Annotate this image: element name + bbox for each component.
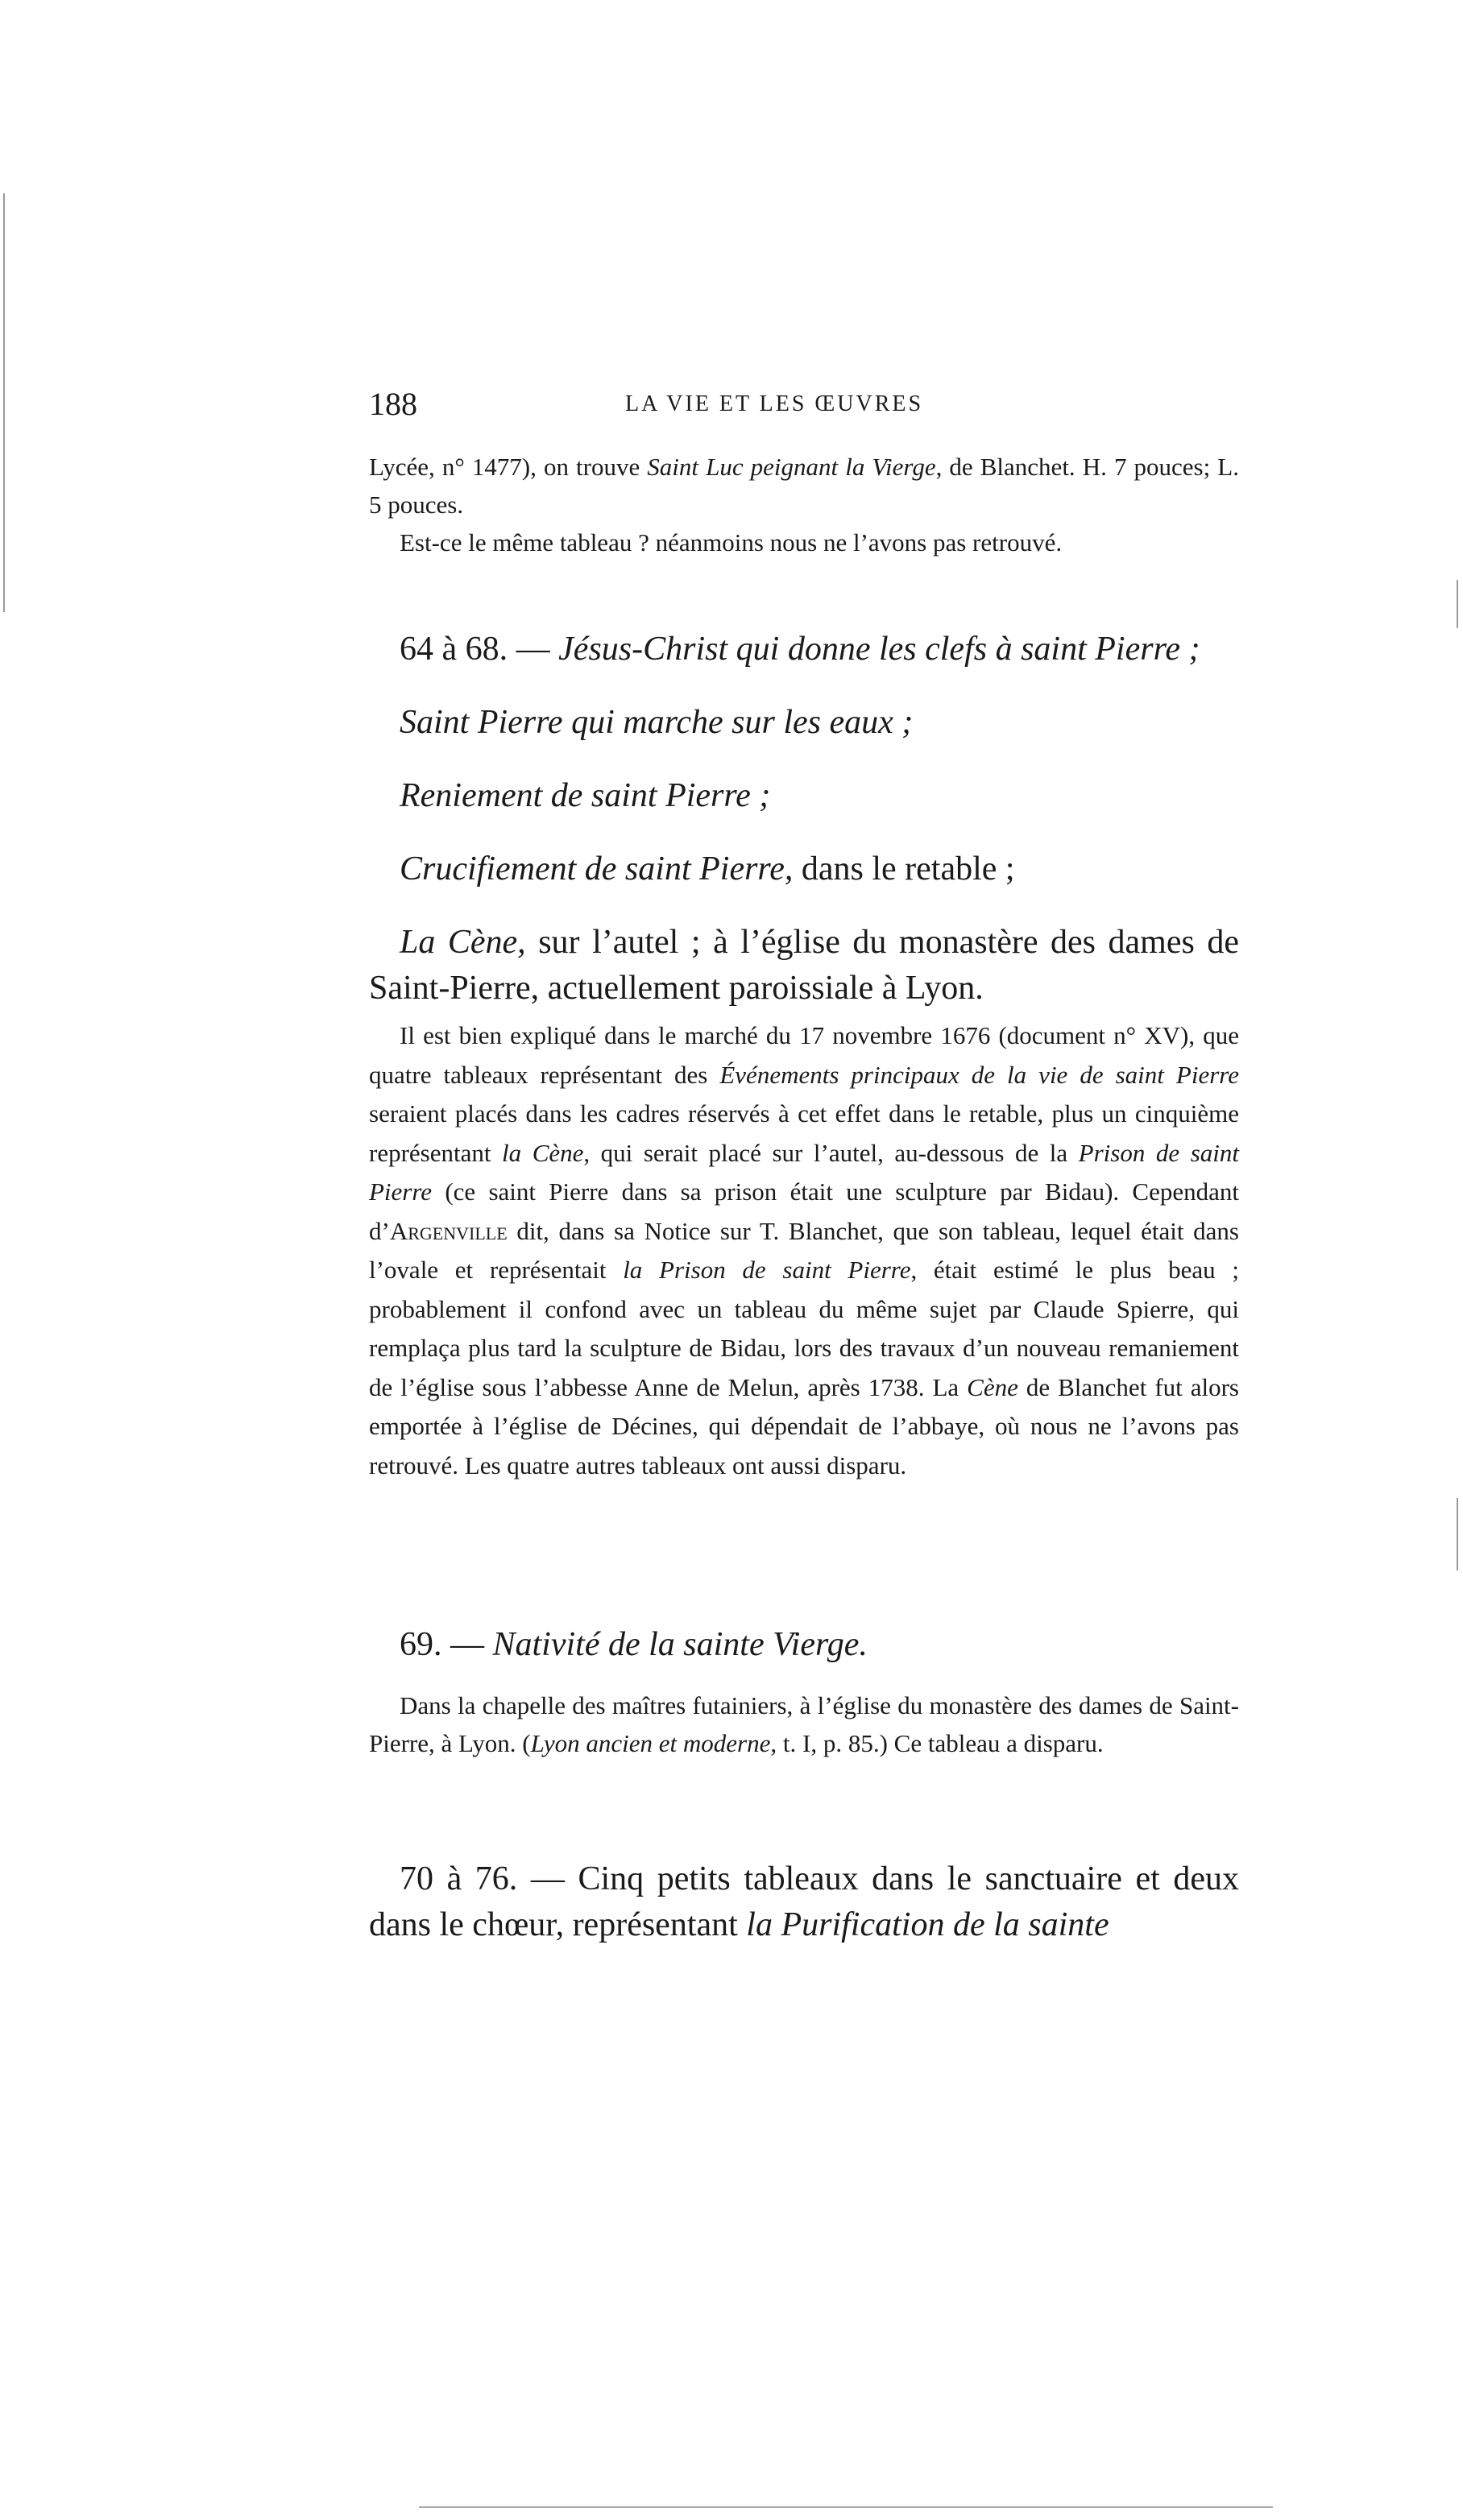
entry-title: La Cène, (400, 924, 526, 961)
top-note (369, 448, 1239, 561)
note-text: de Blanchet fut alors emportée à l’église de Décines, qui dépendait de l’abbaye, où nous ne l’avons pas retrouvé. Les quatre autres tableaux ont aussi disparu. (369, 1372, 1239, 1479)
note-author: Argenville (389, 1216, 508, 1245)
entry-title: Crucifiement de saint Pierre, (400, 850, 794, 888)
entry-location: sur l’autel ; à l’église du monastère des dames de Saint-Pierre, actuellement paroissiale à Lyon. (369, 924, 1240, 1007)
entry-70-76 (369, 1856, 1239, 1948)
bottom-scan-line (419, 2506, 1273, 2508)
note-italic: Événements principaux de la vie de saint Pierre (719, 1060, 1239, 1089)
page-header (369, 385, 1239, 425)
top-note-text: Lycée, n° 1477), on trouve (369, 453, 648, 481)
note-italic: la Cène (502, 1138, 584, 1167)
entry-title-line: Saint Pierre qui marche sur les eaux ; (400, 704, 914, 741)
entry-title-line (369, 920, 1239, 1012)
entry-title-line (369, 846, 1239, 892)
note-text: (ce saint Pierre dans sa prison était une sculpture par Bidau). Cependant d’ (369, 1177, 1239, 1245)
top-note-text: , de Blanchet. H. 7 pouces; L. 5 pouces. (369, 453, 1239, 519)
left-margin-rule (3, 193, 5, 612)
entry-64-68-note (369, 1016, 1239, 1485)
note-text: , qui serait placé sur l’autel, au-dessous de la (583, 1138, 1079, 1167)
note-text: Dans la chapelle des maîtres futainiers, à l’église du monastère des dames de Saint-Pierre, à Lyon. ( (369, 1691, 1239, 1757)
entry-number: 64 à 68. — (400, 631, 559, 668)
entry-69-note (369, 1686, 1239, 1762)
note-text: dit, dans sa Notice sur T. Blanchet, que son tableau, lequel était dans l’ovale et représentait (369, 1216, 1239, 1284)
note-text: seraient placés dans les cadres réservés à cet effet dans le retable, plus un cinquième représentant (369, 1099, 1239, 1167)
entry-69-heading (369, 1622, 1239, 1668)
note-italic: Lyon ancien et moderne (530, 1729, 771, 1757)
note-text: , t. I, p. 85.) Ce tableau a disparu. (770, 1729, 1104, 1757)
note-italic: la Prison de saint Pierre (623, 1256, 911, 1284)
right-margin-mark (1457, 580, 1458, 628)
entry-number: 69. — (400, 1626, 493, 1663)
entry-64-68 (369, 627, 1239, 1012)
note-italic: Prison de saint Pierre (369, 1138, 1239, 1206)
entry-title: la Purification de la sainte (746, 1906, 1109, 1943)
running-title: LA VIE ET LES ŒUVRES (625, 391, 924, 416)
top-note-line: Est-ce le même tableau ? néanmoins nous ne l’avons pas retrouvé. (400, 528, 1063, 557)
note-italic: Cène (967, 1372, 1018, 1401)
entry-title: Jésus-Christ qui donne les clefs à saint Pierre ; (558, 631, 1200, 668)
entry-text: 70 à 76. — Cinq petits tableaux dans le sanctuaire et deux dans le chœur, représentant (369, 1860, 1239, 1943)
entry-title-line: Reniement de saint Pierre ; (400, 777, 771, 814)
entry-title: Nativité de la sainte Vierge. (492, 1626, 868, 1663)
page-number: 188 (369, 386, 417, 422)
note-text: , était estimé le plus beau ; probablement il confond avec un tableau du même sujet par Claude Spierre, qui remplaça plus tard la sculpture de Bidau, lors des travaux d’un nouveau remaniement de l’église sous l’abbesse Anne de Melun, après 1738. La (369, 1256, 1239, 1401)
right-margin-mark (1457, 1498, 1458, 1570)
top-note-title: Saint Luc peignant la Vierge (647, 453, 936, 481)
note-text: Il est bien expliqué dans le marché du 17 novembre 1676 (document n° XV), que quatre tableaux représentant des (369, 1021, 1239, 1089)
entry-location: dans le retable ; (793, 850, 1015, 888)
entry-heading (369, 627, 1239, 672)
